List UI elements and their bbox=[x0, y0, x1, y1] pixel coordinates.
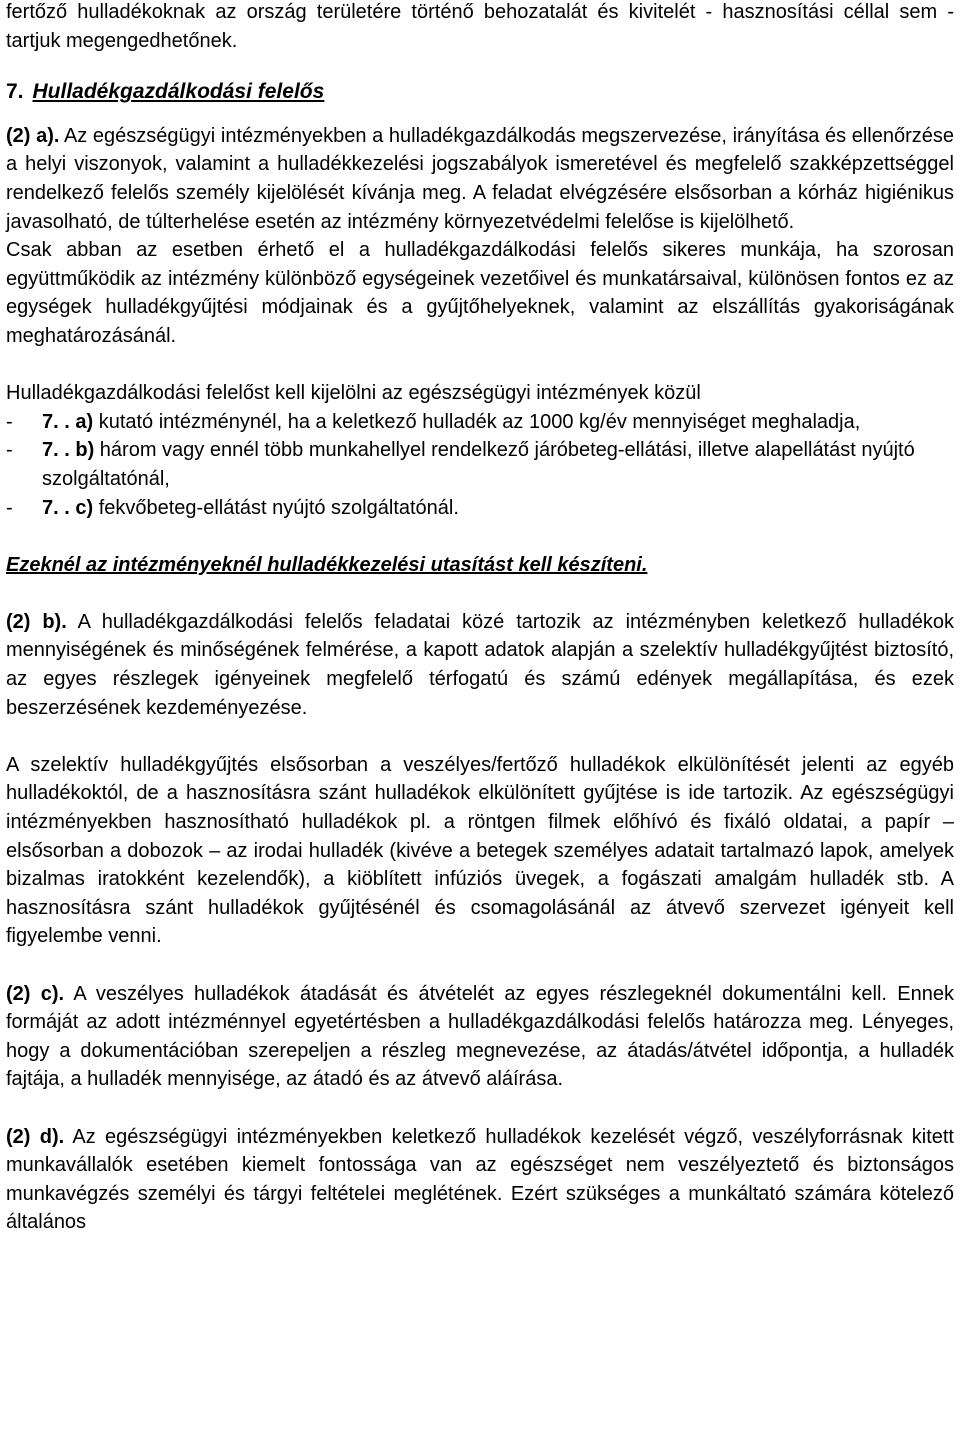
selective-paragraph bbox=[6, 751, 954, 951]
emphasis-text: Ezeknél az intézményeknél hulladékkezelési utasítást kell készíteni. bbox=[6, 553, 648, 576]
list-ref: 7. . a) bbox=[42, 410, 94, 433]
paragraph-2c-label: (2) c). bbox=[6, 982, 65, 1005]
intro-text: fertőző hulladékoknak az ország területére történő behozatalát és kivitelét - hasznosítási céllal sem - tartjuk megengedhetőnek. bbox=[6, 1, 954, 52]
paragraph-2a-text2: Csak abban az esetben érhető el a hulladékgazdálkodási felelős sikeres munkája, ha szorosan együttműködik az intézmény különböző egységeinek vezetőivel és munkatársaival, különösen fontos ez az egységek hulladékgyűjtési módjainak és a gyűjtőhelyeknek, valamint az elszállítás gyakoriságának meghatározásánál. bbox=[6, 239, 954, 347]
section-title: Hulladékgazdálkodási felelős bbox=[32, 80, 325, 104]
selective-text: A szelektív hulladékgyűjtés elsősorban a veszélyes/fertőző hulladékok elkülönítését jelenti az egyéb hulladékoktól, de a hasznosításra szánt hulladékok elkülönített gyűjtése is ide tartozik. Az egészségügyi intézményekben hasznosítható hulladékok pl. a röntgen filmek előhívó és fixáló oldatai, a papír – elsősorban a dobozok – az irodai hulladék (kivéve a betegek személyes adatait tartalmazó lapok, amelyek bizalmas iratokként kezelendők), a kiöblített infúziós üvegek, a fogászati amalgám hulladék stb. A hasznosításra szánt hulladékok gyűjtésénél és csomagolásánál az átvevő szervezet igényeit kell figyelembe venni. bbox=[6, 753, 954, 948]
paragraph-2d bbox=[6, 1123, 954, 1237]
list-dash: - bbox=[6, 439, 13, 462]
section-heading bbox=[6, 78, 954, 107]
paragraph-2b bbox=[6, 608, 954, 722]
paragraph-2d-text: Az egészségügyi intézményekben keletkező hulladékok kezelését végző, veszélyforrásnak kitett munkavállalók esetében kiemelt fontossága van az egészséget nem veszélyeztető és biztonságos munkavégzés személyi és tárgyi feltételei meglétének. Ezért szükséges a munkáltató számára kötelező általános bbox=[6, 1125, 954, 1234]
paragraph-2b-text: A hulladékgazdálkodási felelős feladatai közé tartozik az intézményben keletkező hulladékok mennyiségének és minőségének felmérése, a kapott adatok alapján a szelektív hulladékgyűjtést biztosító, az egyes részlegek igényeinek megfelelő térfogatú és számú edények megállapítása, és ezek beszerzésének kezdeményezése. bbox=[6, 610, 954, 719]
paragraph-2a-text: Az egészségügyi intézményekben a hulladékgazdálkodás megszervezése, irányítása és ellenőrzése a helyi viszonyok, valamint a hulladékkezelési jogszabályok ismeretével és megfelelő szakképzettséggel rendelkező felelős személy kijelölését kívánja meg. A feladat elvégzésére elsősorban a kórház higiénikus javasolható, de túlterhelése esetén az intézmény környezetvédelmi felelőse is kijelölhető. bbox=[6, 124, 954, 233]
paragraph-2a bbox=[6, 122, 954, 236]
paragraph-2b-label: (2) b). bbox=[6, 610, 67, 633]
emphasis-paragraph bbox=[6, 551, 954, 580]
intro-paragraph bbox=[6, 0, 954, 55]
section-number: 7. bbox=[6, 80, 24, 104]
list-item bbox=[6, 494, 954, 523]
list-item bbox=[6, 408, 954, 437]
list-dash: - bbox=[6, 496, 13, 519]
paragraph-2c bbox=[6, 980, 954, 1094]
list-dash: - bbox=[6, 410, 13, 433]
paragraph-2a-continued bbox=[6, 236, 954, 350]
list-ref: 7. . b) bbox=[42, 439, 95, 462]
paragraph-2c-text: A veszélyes hulladékok átadását és átvételét az egyes részlegeknél dokumentálni kell. Ennek formáját az adott intézménnyel egyetértésben a hulladékgazdálkodási felelős határozza meg. Lényeges, hogy a dokumentációban szerepeljen a részleg megnevezése, az átadás/átvétel időpontja, a hulladék fajtája, a hulladék mennyisége, az átadó és az átvevő aláírása. bbox=[6, 982, 954, 1091]
paragraph-2d-label: (2) d). bbox=[6, 1125, 65, 1148]
list-ref: 7. . c) bbox=[42, 496, 94, 519]
list-text: fekvőbeteg-ellátást nyújtó szolgáltatónál. bbox=[93, 496, 459, 519]
list-text: kutató intézménynél, ha a keletkező hulladék az 1000 kg/év mennyiséget meghaladja, bbox=[93, 410, 861, 433]
document-page bbox=[6, 0, 954, 1237]
appoint-lead bbox=[6, 379, 954, 408]
list-text: három vagy ennél több munkahellyel rendelkező járóbeteg-ellátási, illetve alapellátást nyújtó szolgáltatónál, bbox=[42, 439, 915, 490]
appoint-lead-text: Hulladékgazdálkodási felelőst kell kijelölni az egészségügyi intézmények közül bbox=[6, 382, 701, 405]
paragraph-2a-label: (2) a). bbox=[6, 124, 60, 147]
list-item bbox=[6, 436, 954, 493]
